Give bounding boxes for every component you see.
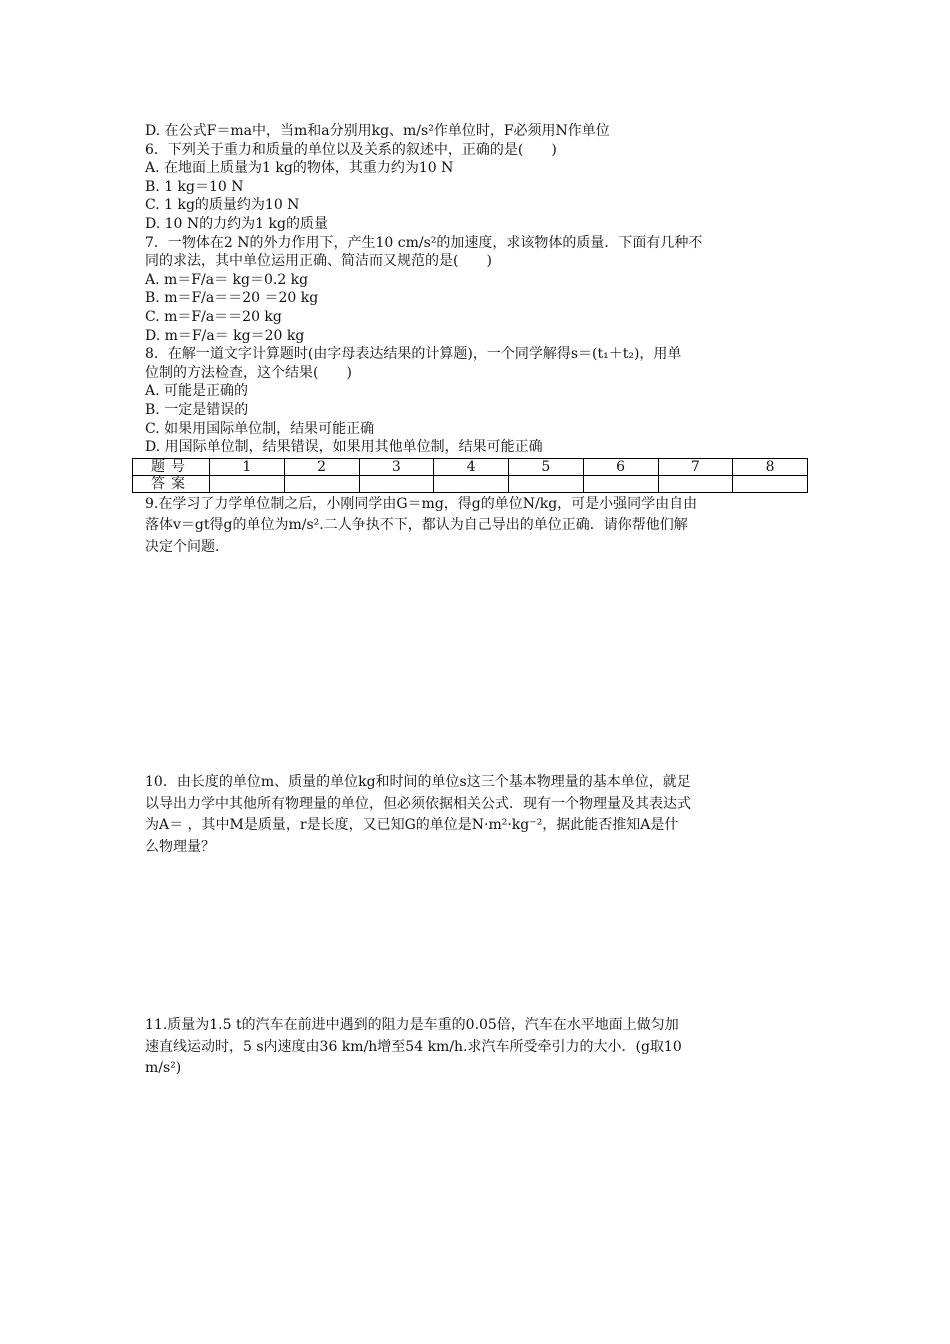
question-10 [145,772,821,858]
answer-cell[interactable] [583,475,658,492]
answer-table-col: 8 [733,458,808,475]
answer-cell[interactable] [509,475,584,492]
q7-option-d: D. m＝F/a＝ kg＝20 kg [145,327,305,344]
q8-option-a: A. 可能是正确的 [145,383,249,400]
q6-option-d: D. 10 N的力约为1 kg的质量 [145,215,328,232]
question-11 [145,1015,821,1080]
answer-cell[interactable] [210,475,285,492]
q8-option-b: B. 一定是错误的 [145,401,249,418]
answer-cell[interactable] [359,475,434,492]
q7-stem-line1: 7．一物体在2 N的外力作用下，产生10 cm/s²的加速度，求该物体的质量．下面有几种不 [145,234,703,251]
q8-option-c: C. 如果用国际单位制，结果可能正确 [145,420,375,437]
answer-table-col: 6 [583,458,658,475]
q6-option-c: C. 1 kg的质量约为10 N [145,197,300,214]
answer-table-number-header: 题号 [133,458,210,475]
answer-table-answer-header: 答案 [133,475,210,492]
q10-line1: 10．由长度的单位m、质量的单位kg和时间的单位s这三个基本物理量的基本单位，就足 [145,774,691,790]
answer-table-answer-row [133,475,808,492]
answer-cell[interactable] [658,475,733,492]
answer-cell[interactable] [284,475,359,492]
worksheet-page [145,122,821,1076]
q8-stem-line1: 8．在解一道文字计算题时(由字母表达结果的计算题)，一个同学解得s＝(t₁＋t₂)，用单 [145,346,682,363]
answer-table-number-row [133,458,808,475]
answer-cell[interactable] [733,475,808,492]
q6-option-b: B. 1 kg＝10 N [145,178,244,195]
q5-option-d: D. 在公式F＝ma中，当m和a分别用kg、m/s²作单位时，F必须用N作单位 [145,123,610,139]
q9-line1: 9.在学习了力学单位制之后，小刚同学由G＝mg，得g的单位N/kg，可是小强同学由自由 [145,495,698,512]
answer-table-col: 1 [210,458,285,475]
q11-line3: m/s²) [145,1060,182,1076]
q7-option-c: C. m＝F/a＝＝20 kg [145,308,282,325]
q9-line3: 决定个问题． [145,538,229,555]
q10-line4: 么物理量？ [145,838,215,855]
q7-stem-line2: 同的求法，其中单位运用正确、简洁而又规范的是( ) [145,253,492,270]
q7-option-b: B. m＝F/a＝＝20 ＝20 kg [145,290,319,307]
q8-stem-line2: 位制的方法检查，这个结果( ) [145,364,352,381]
q10-line2: 以导出力学中其他所有物理量的单位，但必须依据相关公式．现有一个物理量及其表达式 [145,795,691,812]
answer-table-col: 5 [509,458,584,475]
q11-line1: 11.质量为1.5 t的汽车在前进中遇到的阻力是车重的0.05倍，汽车在水平地面上做匀加 [145,1017,679,1033]
answer-table [132,458,808,493]
answer-table-col: 2 [284,458,359,475]
q6-option-a: A. 在地面上质量为1 kg的物体，其重力约为10 N [145,160,454,177]
q8-option-d: D. 用国际单位制，结果错误，如果用其他单位制，结果可能正确 [145,439,543,456]
q11-line2: 速直线运动时，5 s内速度由36 km/h增至54 km/h.求汽车所受牵引力的大小．(g取10 [145,1038,682,1055]
answer-table-col: 3 [359,458,434,475]
answer-table-col: 7 [658,458,733,475]
q6-stem: 6．下列关于重力和质量的单位以及关系的叙述中，正确的是( ) [145,141,557,158]
question-9 [145,494,821,559]
q9-line2: 落体v＝gt得g的单位为m/s².二人争执不下，都认为自己导出的单位正确．请你帮他们解 [145,517,688,534]
answer-cell[interactable] [434,475,509,492]
q7-option-a: A. m＝F/a＝ kg＝0.2 kg [145,271,309,288]
q10-line3: 为A＝ ，其中M是质量，r是长度，又已知G的单位是N·m²·kg⁻²，据此能否推知A是什 [145,817,679,833]
answer-table-col: 4 [434,458,509,475]
